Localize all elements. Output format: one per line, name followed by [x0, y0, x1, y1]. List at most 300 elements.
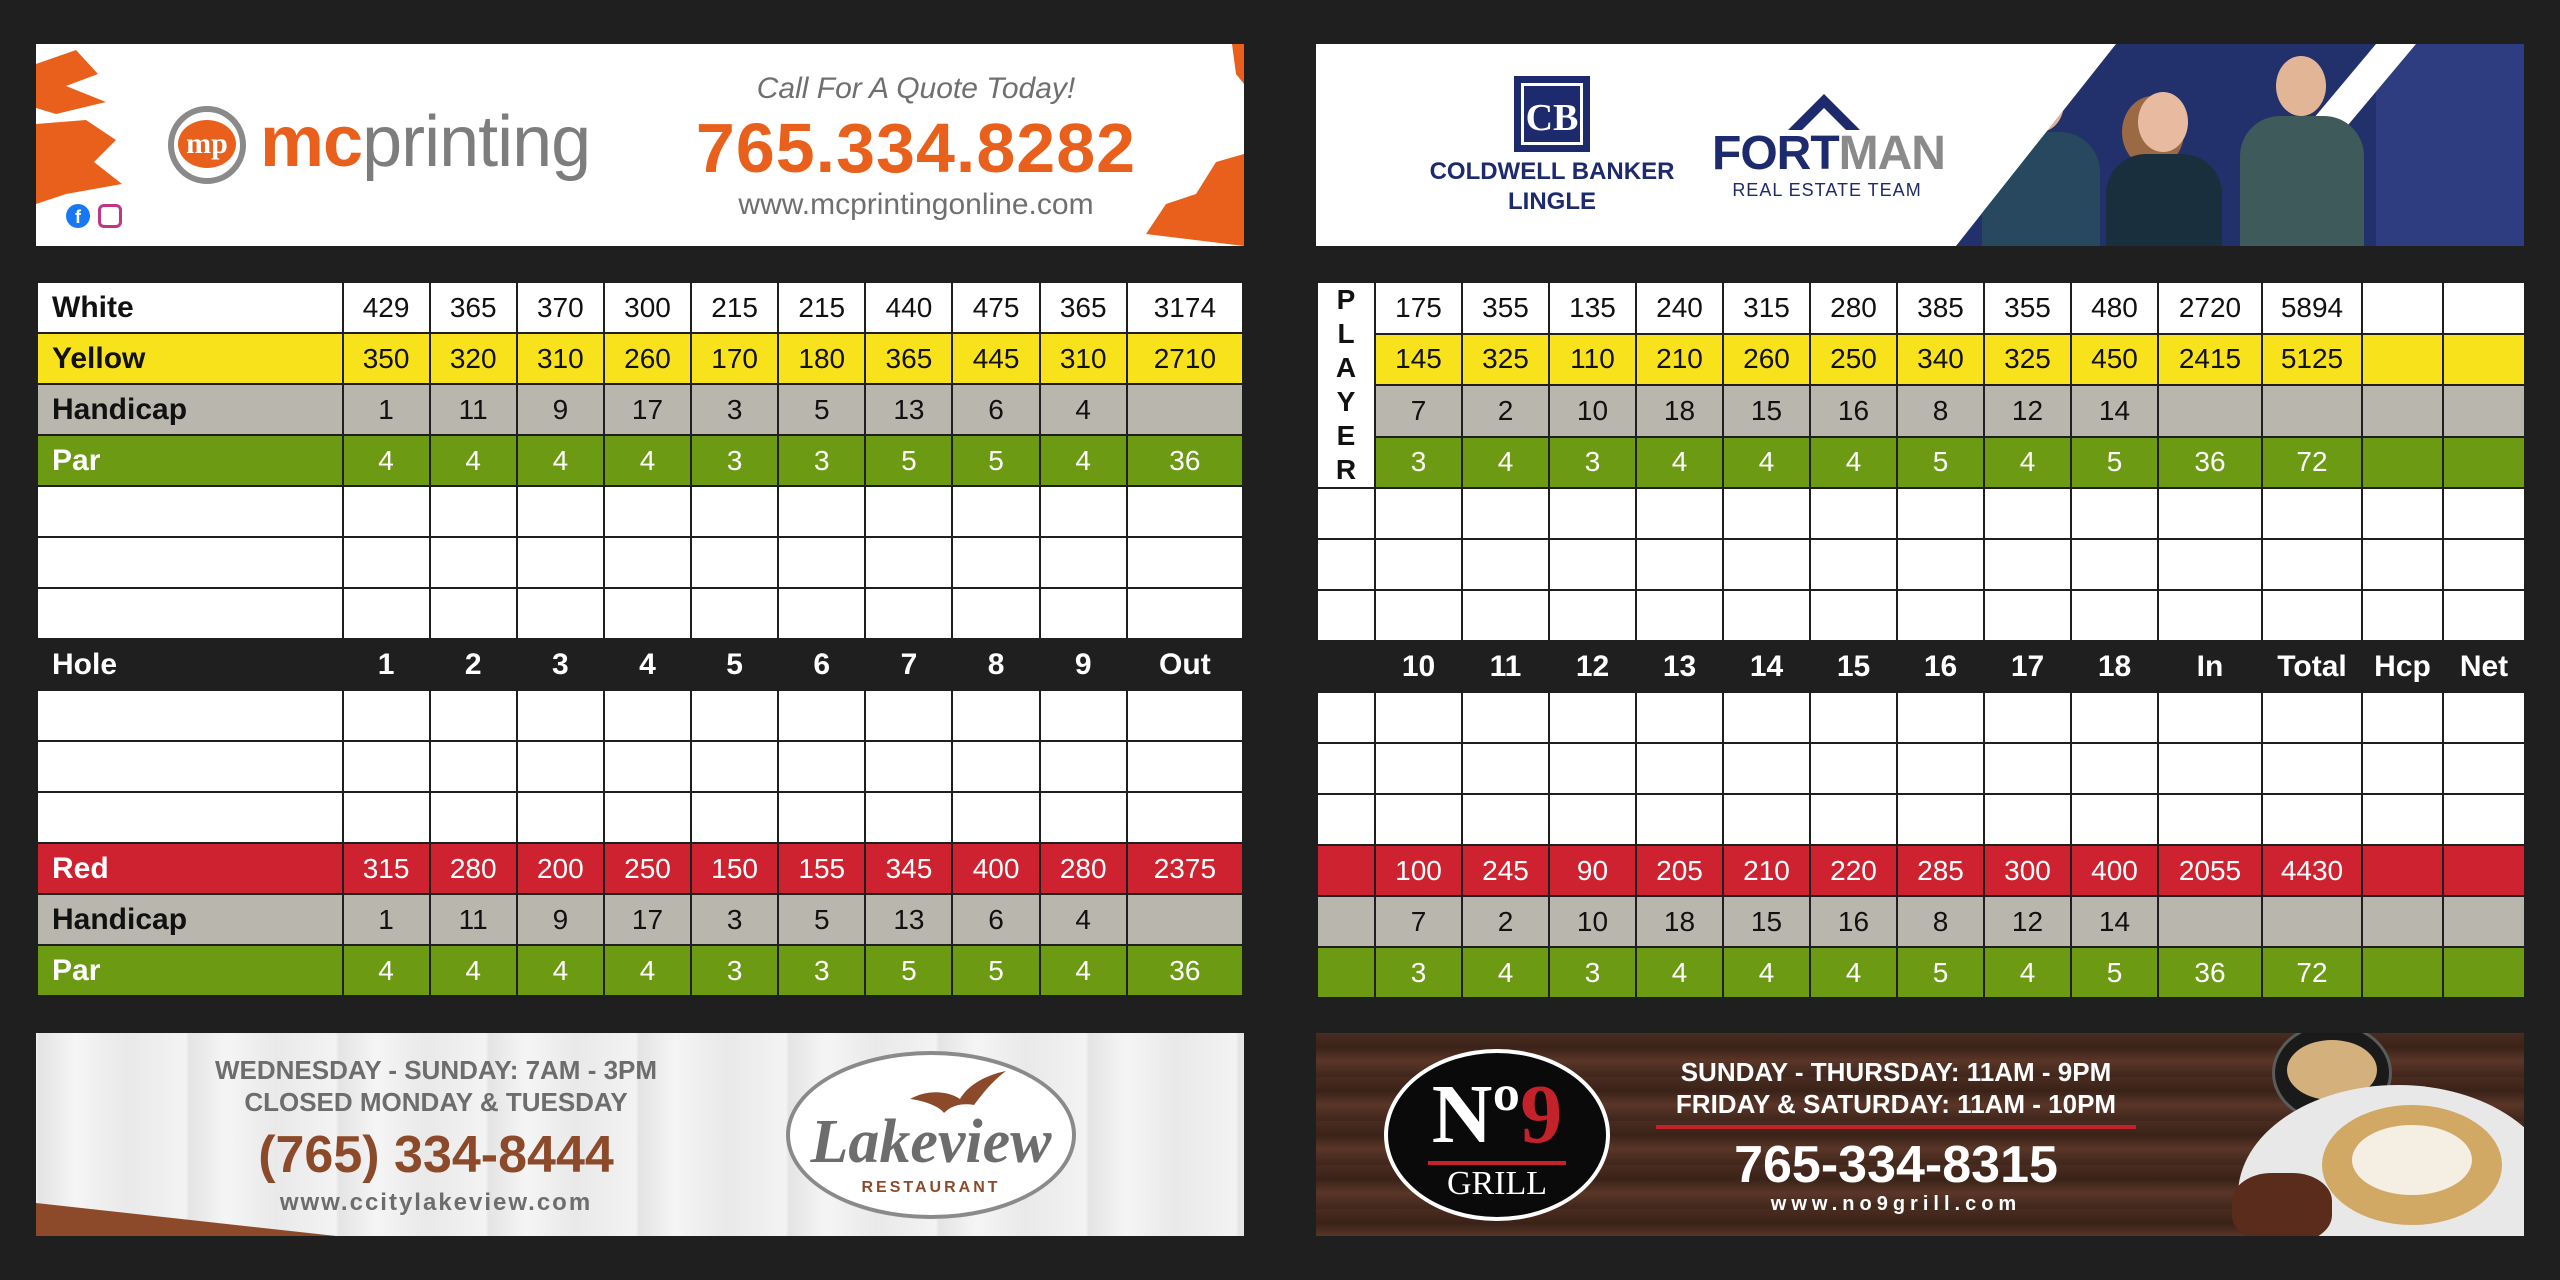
score-cell[interactable]: [1984, 590, 2071, 641]
handicap-cell: 18: [1636, 385, 1723, 437]
score-cell[interactable]: [1127, 588, 1243, 639]
score-cell[interactable]: [1549, 539, 1636, 590]
par-cell: 3: [1549, 947, 1636, 998]
score-cell[interactable]: [778, 537, 865, 588]
score-cell[interactable]: [865, 537, 952, 588]
score-cell[interactable]: [1984, 692, 2071, 743]
handicap-cell: [2362, 896, 2443, 947]
mc-tagline: Call For A Quote Today!: [756, 72, 1076, 105]
score-entry-row[interactable]: [1317, 488, 2525, 539]
row-label: Hole: [37, 639, 343, 690]
score-cell[interactable]: [1636, 794, 1723, 845]
score-cell[interactable]: [1549, 692, 1636, 743]
score-cell[interactable]: [1040, 588, 1127, 639]
score-cell[interactable]: [517, 486, 604, 537]
score-cell[interactable]: [2443, 794, 2525, 845]
lakeview-restaurant-ad[interactable]: [36, 1033, 1244, 1236]
score-cell[interactable]: [691, 486, 778, 537]
handicap-cell: 13: [865, 384, 952, 435]
score-cell[interactable]: [1723, 692, 1810, 743]
score-cell[interactable]: [1723, 488, 1810, 539]
yardage-cell: 280: [1810, 282, 1897, 334]
score-cell[interactable]: [2362, 590, 2443, 641]
score-cell[interactable]: [1723, 743, 1810, 794]
yardage-cell: 385: [1897, 282, 1984, 334]
score-entry-row[interactable]: [37, 741, 1243, 792]
score-cell[interactable]: [2262, 488, 2362, 539]
par-cell: 4: [1636, 947, 1723, 998]
score-cell[interactable]: [1636, 692, 1723, 743]
score-cell[interactable]: [1127, 690, 1243, 741]
score-cell[interactable]: [2262, 539, 2362, 590]
handicap-cell: [2362, 385, 2443, 437]
par-cell: 3: [778, 945, 865, 996]
par-cell: 4: [343, 945, 430, 996]
score-cell[interactable]: [778, 741, 865, 792]
score-cell[interactable]: [1810, 590, 1897, 641]
score-cell[interactable]: [604, 537, 691, 588]
par-cell: [2443, 437, 2525, 489]
yardage-cell: 320: [430, 333, 517, 384]
score-cell[interactable]: [2362, 539, 2443, 590]
handicap-cell: 4: [1040, 894, 1127, 945]
handicap-cell: 7: [1375, 385, 1462, 437]
score-cell[interactable]: [2158, 488, 2262, 539]
score-cell[interactable]: [1549, 590, 1636, 641]
lakeview-logo: [786, 1051, 1076, 1219]
score-cell[interactable]: [1040, 690, 1127, 741]
score-cell[interactable]: [1897, 539, 1984, 590]
score-cell[interactable]: [2262, 692, 2362, 743]
score-cell[interactable]: [2443, 743, 2525, 794]
score-cell[interactable]: [604, 741, 691, 792]
score-cell[interactable]: [2262, 794, 2362, 845]
score-cell[interactable]: [430, 792, 517, 843]
score-cell[interactable]: [2362, 488, 2443, 539]
score-cell[interactable]: [343, 690, 430, 741]
no9-divider: [1656, 1125, 2136, 1129]
yardage-cell: 100: [1375, 845, 1462, 896]
handicap-cell: 17: [604, 384, 691, 435]
yardage-cell: 365: [865, 333, 952, 384]
score-cell[interactable]: [1897, 794, 1984, 845]
score-cell[interactable]: [2071, 590, 2158, 641]
team-photo: [1956, 44, 2524, 246]
handicap-cell: 4: [1040, 384, 1127, 435]
score-cell[interactable]: [691, 690, 778, 741]
score-cell[interactable]: [1317, 743, 1375, 794]
score-cell[interactable]: [952, 588, 1039, 639]
handicap-cell: 10: [1549, 896, 1636, 947]
par-cell: 4: [1810, 947, 1897, 998]
handicap-cell: 15: [1723, 896, 1810, 947]
score-cell[interactable]: [1462, 488, 1549, 539]
yardage-cell: 145: [1375, 334, 1462, 386]
hole-number: 9: [1040, 639, 1127, 690]
handicap-row: [37, 894, 1243, 945]
score-cell[interactable]: [2362, 794, 2443, 845]
mc-website[interactable]: www.mcprintingonline.com: [738, 188, 1094, 221]
yellow-tee-row: [37, 333, 1243, 384]
score-cell[interactable]: [865, 588, 952, 639]
baked-potato: [2322, 1105, 2502, 1225]
score-cell[interactable]: [604, 792, 691, 843]
score-cell[interactable]: [1375, 539, 1462, 590]
player-vertical-label: [1317, 282, 1375, 488]
front-nine-scorecard: [36, 281, 1244, 997]
score-cell[interactable]: [430, 741, 517, 792]
par-cell: 3: [691, 435, 778, 486]
score-cell[interactable]: [2158, 794, 2262, 845]
score-cell[interactable]: [1723, 794, 1810, 845]
score-entry-row[interactable]: [1317, 743, 2525, 794]
score-entry-row[interactable]: [37, 792, 1243, 843]
handicap-cell: [2443, 896, 2525, 947]
yardage-cell: 310: [1040, 333, 1127, 384]
handicap-cell: [2262, 896, 2362, 947]
no9-phone[interactable]: 765-334-8315: [1734, 1136, 2058, 1194]
score-cell[interactable]: [2158, 539, 2262, 590]
score-cell[interactable]: [2158, 590, 2262, 641]
in-header: In: [2158, 641, 2262, 692]
score-cell[interactable]: [517, 537, 604, 588]
score-cell[interactable]: [2262, 590, 2362, 641]
player-name-cell[interactable]: [37, 741, 343, 792]
score-cell[interactable]: [517, 690, 604, 741]
score-cell[interactable]: [1984, 488, 2071, 539]
handicap-cell: 8: [1897, 896, 1984, 947]
handicap-cell: 5: [778, 894, 865, 945]
hole-number: 5: [691, 639, 778, 690]
score-cell[interactable]: [691, 792, 778, 843]
score-cell[interactable]: [1549, 794, 1636, 845]
score-cell[interactable]: [778, 792, 865, 843]
score-cell[interactable]: [691, 588, 778, 639]
score-entry-row[interactable]: [1317, 794, 2525, 845]
score-cell[interactable]: [1040, 792, 1127, 843]
score-entry-row[interactable]: [1317, 590, 2525, 641]
person-2-top: [2106, 154, 2222, 246]
score-cell[interactable]: [1375, 692, 1462, 743]
fortman-man: MAN: [1838, 127, 1945, 180]
row-label: Par: [37, 435, 343, 486]
par-cell: 4: [604, 435, 691, 486]
score-cell[interactable]: [1375, 488, 1462, 539]
total-cell: 4430: [2262, 845, 2362, 896]
handicap-cell: 11: [430, 894, 517, 945]
instagram-icon[interactable]: [98, 204, 122, 228]
handicap-cell: 18: [1636, 896, 1723, 947]
score-cell[interactable]: [952, 537, 1039, 588]
score-cell[interactable]: [865, 741, 952, 792]
par-cell: 5: [2071, 947, 2158, 998]
player-name-cell[interactable]: [37, 792, 343, 843]
no9-grill-ad[interactable]: [1316, 1033, 2524, 1236]
score-cell[interactable]: [343, 741, 430, 792]
handicap-cell: 12: [1984, 896, 2071, 947]
lakeview-website[interactable]: www.ccitylakeview.com: [279, 1189, 593, 1216]
out-total-cell: 2710: [1127, 333, 1243, 384]
yardage-cell: 285: [1897, 845, 1984, 896]
score-cell[interactable]: [430, 690, 517, 741]
score-cell[interactable]: [1127, 741, 1243, 792]
yardage-cell: 340: [1897, 334, 1984, 386]
score-entry-row[interactable]: [1317, 692, 2525, 743]
score-cell[interactable]: [1897, 743, 1984, 794]
in-total-cell: 2720: [2158, 282, 2262, 334]
yardage-cell: 325: [1462, 334, 1549, 386]
score-cell[interactable]: [778, 690, 865, 741]
par-cell: 5: [1897, 437, 1984, 489]
score-cell[interactable]: [2362, 743, 2443, 794]
score-cell[interactable]: [952, 486, 1039, 537]
score-cell[interactable]: [1040, 741, 1127, 792]
score-cell[interactable]: [2443, 692, 2525, 743]
score-entry-row[interactable]: [37, 588, 1243, 639]
par-cell: 4: [430, 435, 517, 486]
score-cell[interactable]: [1897, 692, 1984, 743]
score-cell[interactable]: [2071, 743, 2158, 794]
handicap-row: [1317, 896, 2525, 947]
handicap-cell: 2: [1462, 385, 1549, 437]
par-cell: 3: [1375, 437, 1462, 489]
hole-number: 7: [865, 639, 952, 690]
score-cell[interactable]: [1636, 539, 1723, 590]
score-cell[interactable]: [1317, 539, 1375, 590]
handicap-cell: 14: [2071, 896, 2158, 947]
par-cell: 72: [2262, 947, 2362, 998]
handicap-cell: 16: [1810, 896, 1897, 947]
player-letter: E: [1336, 420, 1356, 451]
score-cell[interactable]: [430, 537, 517, 588]
score-cell[interactable]: [430, 588, 517, 639]
score-cell[interactable]: [1040, 537, 1127, 588]
score-cell[interactable]: [778, 486, 865, 537]
score-cell[interactable]: [865, 690, 952, 741]
par-cell: 4: [1040, 945, 1127, 996]
score-cell[interactable]: [2071, 794, 2158, 845]
red-tee-row: [1317, 845, 2525, 896]
score-cell[interactable]: [1375, 590, 1462, 641]
score-cell[interactable]: [1127, 486, 1243, 537]
score-cell[interactable]: [2158, 692, 2262, 743]
score-cell[interactable]: [1549, 743, 1636, 794]
par-row: [37, 435, 1243, 486]
no9-logo-number: [1388, 1067, 1606, 1163]
handicap-cell: 9: [517, 384, 604, 435]
player-name-cell[interactable]: [37, 690, 343, 741]
player-name-cell[interactable]: [37, 486, 343, 537]
score-cell[interactable]: [1984, 743, 2071, 794]
score-cell[interactable]: [2262, 743, 2362, 794]
hole-number: 11: [1462, 641, 1549, 692]
score-cell[interactable]: [1984, 539, 2071, 590]
score-cell[interactable]: [343, 588, 430, 639]
score-entry-row[interactable]: [1317, 539, 2525, 590]
score-cell[interactable]: [1636, 488, 1723, 539]
hole-number-row: [37, 639, 1243, 690]
row-label: Yellow: [37, 333, 343, 384]
yardage-cell: 345: [865, 843, 952, 894]
score-cell[interactable]: [1040, 486, 1127, 537]
score-cell[interactable]: [1375, 743, 1462, 794]
score-cell[interactable]: [343, 537, 430, 588]
score-cell[interactable]: [1897, 590, 1984, 641]
player-name-cell[interactable]: [37, 537, 343, 588]
score-cell[interactable]: [691, 537, 778, 588]
score-cell[interactable]: [1723, 590, 1810, 641]
score-cell[interactable]: [1127, 537, 1243, 588]
score-cell[interactable]: [1810, 692, 1897, 743]
score-cell[interactable]: [1984, 794, 2071, 845]
yardage-cell: 110: [1549, 334, 1636, 386]
yardage-cell: 200: [517, 843, 604, 894]
score-cell[interactable]: [2443, 590, 2525, 641]
score-cell[interactable]: [1810, 743, 1897, 794]
yardage-cell: 355: [1462, 282, 1549, 334]
yardage-cell: 280: [430, 843, 517, 894]
lakeview-phone[interactable]: (765) 334-8444: [258, 1126, 614, 1184]
net-cell: [2443, 334, 2525, 386]
facebook-icon[interactable]: f: [66, 204, 90, 228]
mc-phone[interactable]: 765.334.8282: [695, 109, 1137, 187]
handicap-cell: 14: [2071, 385, 2158, 437]
score-cell[interactable]: [517, 741, 604, 792]
hole-number: 8: [952, 639, 1039, 690]
no9-logo-grill: GRILL: [1446, 1165, 1548, 1202]
score-cell[interactable]: [952, 690, 1039, 741]
player-name-cell[interactable]: [37, 588, 343, 639]
person-3-head: [2276, 56, 2326, 116]
score-cell[interactable]: [778, 588, 865, 639]
hole-number: 6: [778, 639, 865, 690]
score-cell[interactable]: [604, 690, 691, 741]
score-cell[interactable]: [2362, 692, 2443, 743]
score-cell[interactable]: [604, 486, 691, 537]
no9-website[interactable]: www.no9grill.com: [1770, 1193, 2022, 1215]
no9-hours-line2: FRIDAY & SATURDAY: 11AM - 10PM: [1675, 1089, 2117, 1119]
fortman-sub: REAL ESTATE TEAM: [1732, 180, 1922, 200]
score-cell[interactable]: [1317, 692, 1375, 743]
score-cell[interactable]: [1127, 792, 1243, 843]
total-header: Total: [2262, 641, 2362, 692]
yardage-cell: 400: [2071, 845, 2158, 896]
score-cell[interactable]: [343, 486, 430, 537]
photo-background-panel: [2376, 44, 2524, 246]
score-cell[interactable]: [1317, 794, 1375, 845]
par-cell: 4: [604, 945, 691, 996]
par-cell: 3: [778, 435, 865, 486]
hcp-cell: [2362, 845, 2443, 896]
par-cell: 5: [865, 945, 952, 996]
yardage-cell: 450: [2071, 334, 2158, 386]
handicap-cell: 1: [343, 384, 430, 435]
handicap-cell: 9: [517, 894, 604, 945]
in-total-cell: 2415: [2158, 334, 2262, 386]
yardage-cell: 440: [865, 282, 952, 333]
par-cell: 3: [1549, 437, 1636, 489]
score-cell[interactable]: [1317, 590, 1375, 641]
score-cell[interactable]: [865, 792, 952, 843]
score-cell[interactable]: [1897, 488, 1984, 539]
score-cell[interactable]: [691, 741, 778, 792]
score-cell[interactable]: [952, 741, 1039, 792]
score-cell[interactable]: [430, 486, 517, 537]
score-cell[interactable]: [1462, 794, 1549, 845]
mc-logo-printing: printing: [362, 102, 591, 182]
fortman-real-estate-ad[interactable]: [1316, 44, 2524, 246]
par-cell: 5: [952, 435, 1039, 486]
handicap-cell: 8: [1897, 385, 1984, 437]
score-cell[interactable]: [1636, 590, 1723, 641]
score-cell[interactable]: [2443, 539, 2525, 590]
par-cell: 3: [691, 945, 778, 996]
yardage-cell: 480: [2071, 282, 2158, 334]
score-cell[interactable]: [517, 792, 604, 843]
handicap-cell: 11: [430, 384, 517, 435]
fortman-fort: FORT: [1712, 127, 1839, 180]
score-cell[interactable]: [1462, 743, 1549, 794]
score-cell[interactable]: [1375, 794, 1462, 845]
par-cell: 4: [1462, 437, 1549, 489]
par-cell: 36: [1127, 435, 1243, 486]
mc-printing-ad[interactable]: [36, 44, 1244, 246]
score-cell[interactable]: [1810, 539, 1897, 590]
handicap-cell: 16: [1810, 385, 1897, 437]
yardage-cell: 250: [604, 843, 691, 894]
score-cell[interactable]: [1462, 590, 1549, 641]
score-cell[interactable]: [865, 486, 952, 537]
row-label: Red: [37, 843, 343, 894]
score-cell[interactable]: [2443, 488, 2525, 539]
par-row: [1317, 947, 2525, 998]
score-cell[interactable]: [2071, 692, 2158, 743]
row-label: Handicap: [37, 384, 343, 435]
score-cell[interactable]: [1810, 794, 1897, 845]
mc-logo-mark: mp: [178, 120, 236, 168]
score-cell[interactable]: [1317, 488, 1375, 539]
score-entry-row[interactable]: [37, 486, 1243, 537]
par-cell: 4: [1810, 437, 1897, 489]
yardage-cell: 175: [1375, 282, 1462, 334]
yardage-cell: 365: [430, 282, 517, 333]
score-entry-row[interactable]: [37, 537, 1243, 588]
score-cell[interactable]: [1636, 743, 1723, 794]
par-row: [37, 945, 1243, 996]
score-cell[interactable]: [517, 588, 604, 639]
score-cell[interactable]: [1723, 539, 1810, 590]
par-cell: [2362, 437, 2443, 489]
back-nine-scorecard: [1316, 281, 2526, 999]
yardage-cell: 315: [1723, 282, 1810, 334]
score-cell[interactable]: [604, 588, 691, 639]
score-cell[interactable]: [343, 792, 430, 843]
steak: [2232, 1173, 2332, 1236]
score-cell[interactable]: [2158, 743, 2262, 794]
score-cell[interactable]: [2071, 539, 2158, 590]
score-cell[interactable]: [1549, 488, 1636, 539]
par-cell: 4: [1636, 437, 1723, 489]
score-cell[interactable]: [1810, 488, 1897, 539]
score-cell[interactable]: [1462, 692, 1549, 743]
yardage-cell: 220: [1810, 845, 1897, 896]
score-cell[interactable]: [952, 792, 1039, 843]
score-cell[interactable]: [1462, 539, 1549, 590]
score-cell[interactable]: [2071, 488, 2158, 539]
yardage-cell: 300: [1984, 845, 2071, 896]
par-cell: 4: [1723, 947, 1810, 998]
score-entry-row[interactable]: [37, 690, 1243, 741]
